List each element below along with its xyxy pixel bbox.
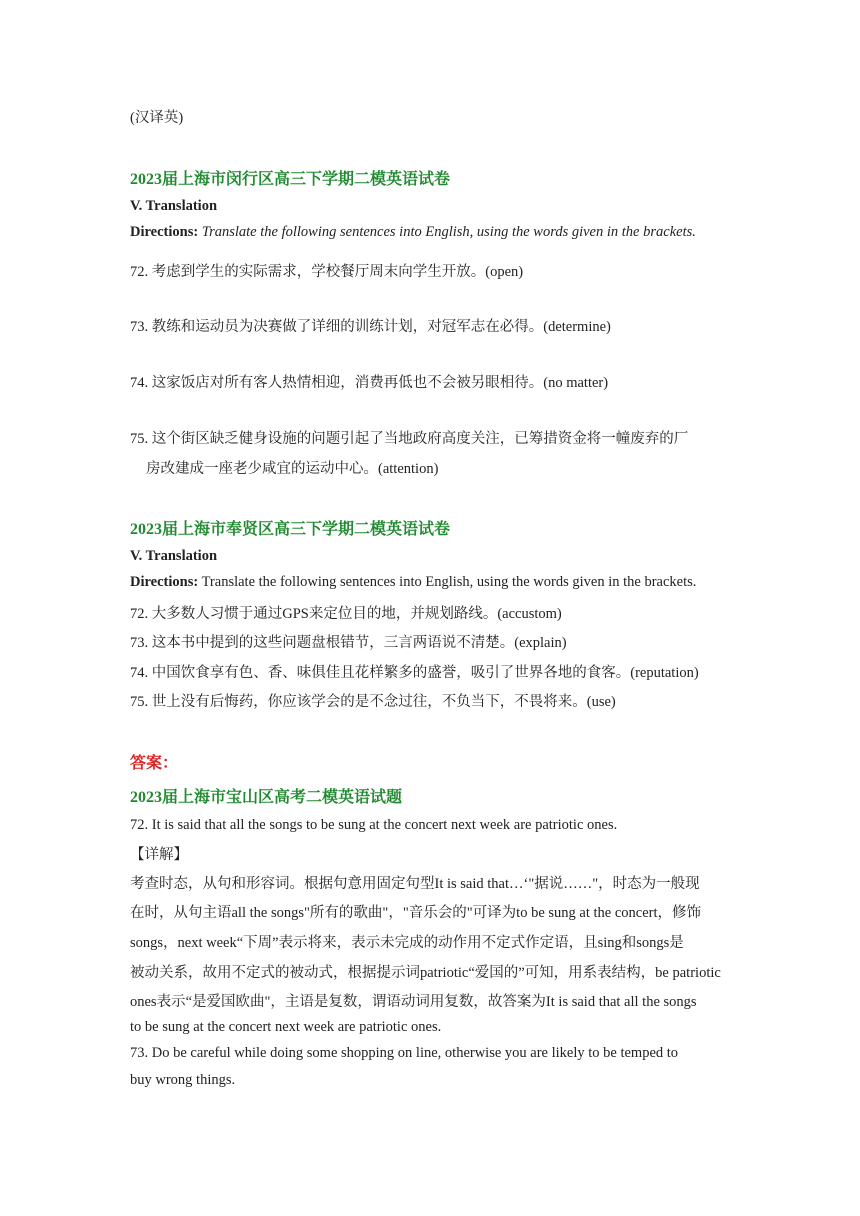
section1-directions <box>130 224 696 241</box>
answer-line: 在时，从句主语all the songs"所有的歌曲"，"音乐会的"可译为to be sung at the concert，修饰 <box>130 905 701 921</box>
section2-item-73: 73. 这本书中提到的这些问题盘根错节，三言两语说不清楚。(explain) <box>130 635 567 651</box>
answer-line: 73. Do be careful while doing some shopping on line, otherwise you are likely to be temped to <box>130 1045 679 1061</box>
directions-text: Translate the following sentences into English, using the words given in the brackets. <box>201 574 697 590</box>
answer-line: to be sung at the concert next week are patriotic ones. <box>130 1019 442 1035</box>
answer-line: 【详解】 <box>130 847 188 863</box>
section2-label: V. Translation <box>130 548 218 564</box>
section1-item-73: 73. 教练和运动员为决赛做了详细的训练计划，对冠军志在必得。(determine) <box>130 319 611 335</box>
answer-line: 72. It is said that all the songs to be sung at the concert next week are patriotic ones. <box>130 817 618 833</box>
directions-text: Translate the following sentences into English, using the words given in the brackets. <box>201 224 696 240</box>
section1-item-75-cont: 房改建成一座老少咸宜的运动中心。(attention) <box>146 461 439 477</box>
section1-item-74: 74. 这家饭店对所有客人热情相迎，消费再低也不会被另眼相待。(no matter) <box>130 375 609 391</box>
directions-label: Directions: <box>130 574 199 590</box>
answer-line: 考查时态，从句和形容词。根据句意用固定句型It is said that…‘"据说……"，时态为一般现 <box>130 876 700 892</box>
section1-item-72: 72. 考虑到学生的实际需求，学校餐厅周末向学生开放。(open) <box>130 264 524 280</box>
section1-label: V. Translation <box>130 198 218 214</box>
answer-line: songs，next week“下周”表示将来，表示未完成的动作用不定式作定语，且sing和songs是 <box>130 935 684 951</box>
section2-item-72: 72. 大多数人习惯于通过GPS来定位目的地，并规划路线。(accustom) <box>130 606 562 622</box>
section2-item-74: 74. 中国饮食享有色、香、味俱佳且花样繁多的盛誉，吸引了世界各地的食客。(reputation) <box>130 665 699 681</box>
answer-line: ones表示“是爱国欧曲"，主语是复数，谓语动词用复数，故答案为It is said that all the songs <box>130 994 697 1010</box>
section2-heading: 2023届上海市奉贤区高三下学期二模英语试卷 <box>130 521 451 538</box>
intro-text: (汉译英) <box>130 110 184 126</box>
section2-item-75: 75. 世上没有后悔药，你应该学会的是不念过往，不负当下，不畏将来。(use) <box>130 694 616 710</box>
answer-line: 被动关系，故用不定式的被动式，根据提示词patriotic“爱国的”可知，用系表结构，be patriotic <box>130 965 721 981</box>
section2-directions <box>130 574 696 591</box>
directions-label: Directions: <box>130 224 199 240</box>
section1-heading: 2023届上海市闵行区高三下学期二模英语试卷 <box>130 171 451 188</box>
answer-line: buy wrong things. <box>130 1072 236 1088</box>
section1-item-75: 75. 这个街区缺乏健身设施的问题引起了当地政府高度关注，已筹措资金将一幢废弃的厂 <box>130 431 689 447</box>
answers-label: 答案： <box>130 755 179 772</box>
answers-heading: 2023届上海市宝山区高考二模英语试题 <box>130 789 403 806</box>
